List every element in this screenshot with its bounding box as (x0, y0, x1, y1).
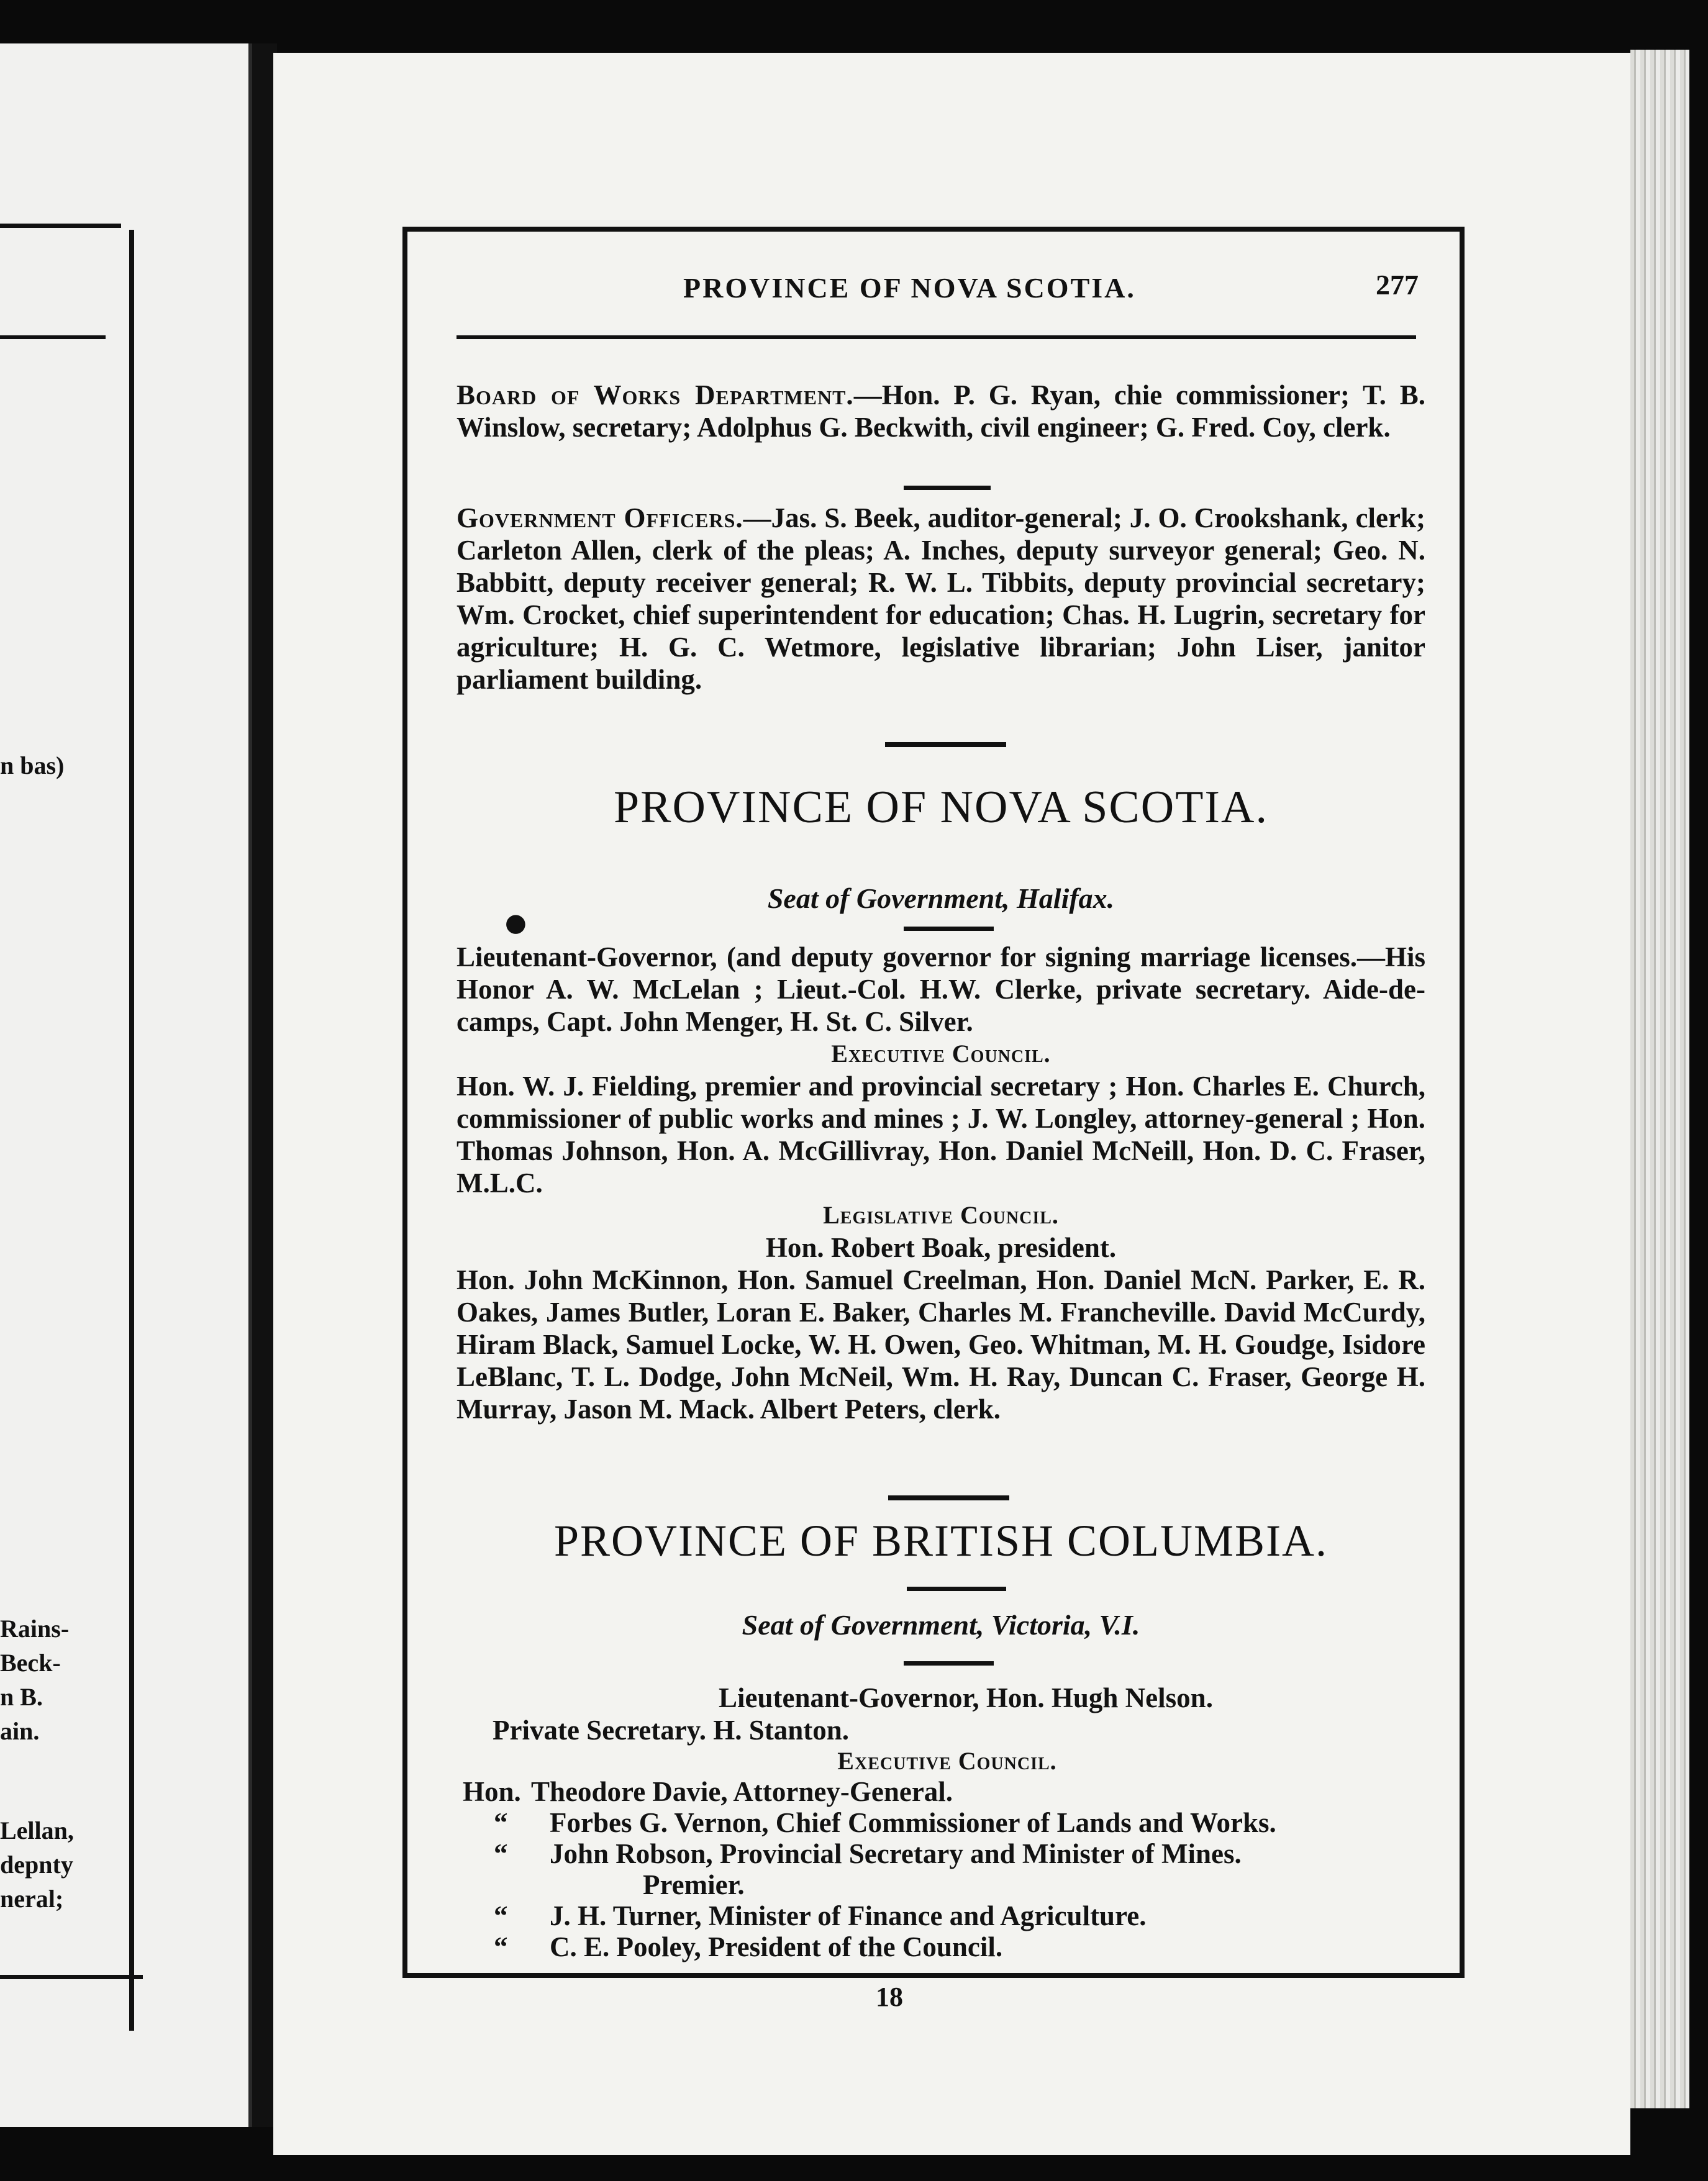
left-fragment: ain. (0, 1717, 40, 1745)
section-divider (907, 1587, 1006, 1591)
left-facing-page (0, 43, 252, 2127)
bc-member (463, 1931, 1432, 1962)
board-of-works-paragraph (457, 379, 1425, 443)
left-fragment: neral; (0, 1885, 64, 1913)
nova-scotia-body (457, 941, 1425, 1425)
board-of-works-heading: Board of Works Department. (457, 379, 854, 410)
lieutenant-governor-paragraph: Lieutenant-Governor, (and deputy governor for signing marriage licenses.—His Honor A. W. McLelan ; Lieut.-Col. H.W. Clerke, private secretary. Aide-de-camps, Capt. John Menger, H. St. C. Silver. (457, 941, 1425, 1037)
bc-member (463, 1900, 1432, 1931)
bc-member-text: Theodore Davie, Attorney-General. (531, 1776, 953, 1807)
bc-member (463, 1838, 1432, 1869)
bc-member-text: J. H. Turner, Minister of Finance and Agriculture. (550, 1900, 1147, 1931)
bc-member-mark: Hon. (463, 1776, 521, 1807)
left-fragment: Rains- (0, 1615, 70, 1643)
bc-lieutenant-governor: Lieutenant-Governor, Hon. Hugh Nelson. (719, 1682, 1213, 1713)
bc-member-text: Premier. (643, 1869, 745, 1900)
page-edges (1630, 50, 1689, 2108)
left-header-rule (0, 335, 106, 339)
left-fragment: n B. (0, 1683, 43, 1711)
left-fragment: Lellan, (0, 1816, 74, 1844)
bc-member-text: Forbes G. Vernon, Chief Commissioner of Lands and Works. (550, 1807, 1276, 1838)
bc-member (463, 1807, 1432, 1838)
section-divider (888, 1495, 1009, 1500)
executive-council-heading: Executive Council. (831, 1040, 1051, 1068)
nova-scotia-title: PROVINCE OF NOVA SCOTIA. (613, 782, 1268, 833)
bc-member (463, 1776, 1432, 1807)
board-of-works-section (457, 379, 1425, 443)
page-number: 277 (1376, 269, 1419, 301)
bc-member-mark: “ (494, 1807, 508, 1838)
bc-private-secretary: Private Secretary. H. Stanton. (493, 1715, 850, 1746)
board-of-works-body: —Hon. P. G. Ryan, chie commissioner; T. B. Winslow, secretary; Adolphus G. Beckwith, civil engineer; G. Fred. Coy, clerk. (457, 379, 1425, 443)
left-fragment: n bas) (0, 751, 65, 779)
bc-member-list (463, 1776, 1432, 1962)
left-fragment: depnty (0, 1851, 73, 1879)
bullet-mark: ● (505, 908, 527, 937)
section-divider (904, 486, 991, 490)
nova-scotia-seat: Seat of Government, Halifax. (767, 882, 1115, 914)
bc-member-mark: “ (494, 1931, 508, 1962)
section-divider (904, 927, 994, 931)
bc-member-text: C. E. Pooley, President of the Council. (550, 1931, 1003, 1962)
government-officers-body: —Jas. S. Beek, auditor-general; J. O. Crookshank, clerk; Carleton Allen, clerk of the pleas; A. Inches, deputy surveyor general; Geo. N. Babbitt, deputy receiver general; R. W. L. Tibbits, deputy provincial secretary; Wm. Crocket, chief superintendent for education; Chas. H. Lugrin, secretary for agriculture; H. G. C. Wetmore, legislative librarian; John Liser, janitor parliament building. (457, 502, 1425, 695)
british-columbia-body (463, 1682, 1432, 1962)
section-divider (885, 742, 1006, 747)
bc-member-text: John Robson, Provincial Secretary and Minister of Mines. (550, 1838, 1242, 1869)
bc-executive-council-heading: Executive Council. (837, 1747, 1057, 1775)
government-officers-paragraph (457, 502, 1425, 696)
government-officers-heading: Government Officers. (457, 502, 743, 533)
signature-mark: 18 (876, 1982, 903, 2012)
british-columbia-title: PROVINCE OF BRITISH COLUMBIA. (553, 1516, 1329, 1566)
legislative-council-paragraph: Hon. John McKinnon, Hon. Samuel Creelman, Hon. Daniel McN. Parker, E. R. Oakes, James Butler, Loran E. Baker, Charles M. Francheville. David McCurdy, Hiram Black, Samuel Locke, W. H. Owen, Geo. Whitman, M. H. Goudge, Isidore LeBlanc, T. L. Dodge, John McNeil, Wm. H. Ray, Duncan C. Fraser, George H. Murray, Jason M. Mack. Albert Peters, clerk. (457, 1264, 1425, 1425)
left-fragment: Beck- (0, 1649, 61, 1677)
bc-member-mark: “ (494, 1900, 508, 1931)
section-divider (904, 1661, 994, 1666)
bc-member-mark: “ (494, 1838, 508, 1869)
header-rule (457, 335, 1416, 339)
running-head: PROVINCE OF NOVA SCOTIA. (683, 272, 1136, 304)
left-frame-top-rule (0, 224, 121, 228)
bc-member (463, 1869, 1432, 1900)
legislative-council-president: Hon. Robert Boak, president. (765, 1232, 1117, 1263)
left-frame-right-rule (129, 230, 134, 2031)
government-officers-section (457, 502, 1425, 696)
executive-council-paragraph: Hon. W. J. Fielding, premier and provincial secretary ; Hon. Charles E. Church, commissioner of public works and mines ; J. W. Longley, attorney-general ; Hon. Thomas Johnson, Hon. A. McGillivray, Hon. Daniel McNeill, Hon. D. C. Fraser, M.L.C. (457, 1071, 1425, 1199)
british-columbia-seat: Seat of Government, Victoria, V.I. (742, 1609, 1140, 1641)
legislative-council-heading: Legislative Council. (823, 1201, 1059, 1229)
left-frame-bottom-rule (0, 1975, 143, 1979)
